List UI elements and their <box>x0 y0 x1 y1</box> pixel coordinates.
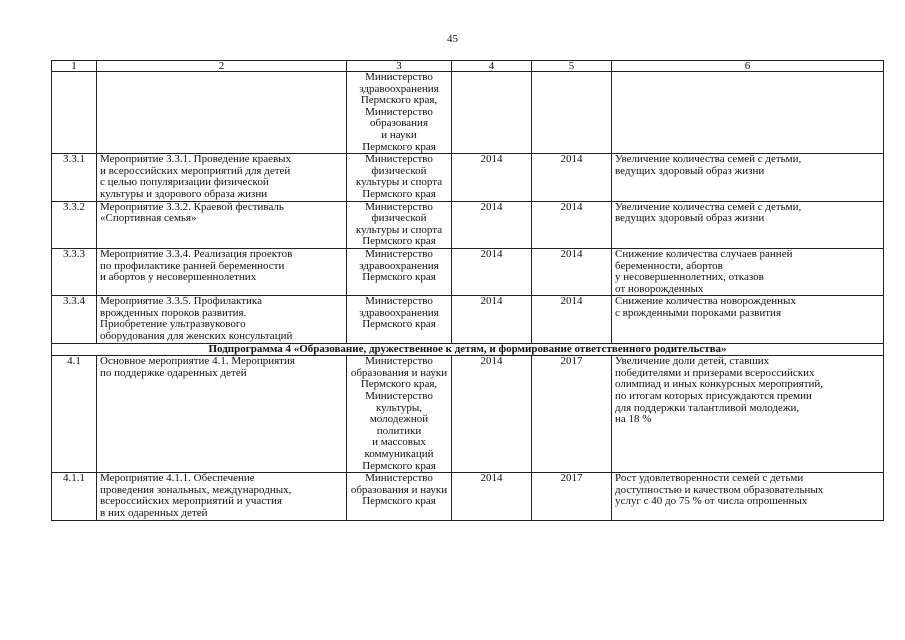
table-row <box>52 201 884 248</box>
header-cell-1: 1 <box>52 61 97 72</box>
subprogram-title: Подпрограмма 4 «Образование, дружественное к детям, и формирование ответственного родительства» <box>52 343 884 356</box>
executor <box>347 72 452 154</box>
executor <box>347 154 452 201</box>
executor-line: здравоохранения <box>359 259 439 272</box>
executor <box>347 356 452 473</box>
executor-line: и науки <box>381 128 417 141</box>
expected-result-line: по итогам которых присуждаются премии <box>615 390 812 403</box>
executor-line: коммуникаций <box>364 448 434 460</box>
table-row <box>52 154 884 201</box>
end-year <box>532 72 612 154</box>
activity-name-line: Мероприятие 4.1.1. Обеспечение <box>100 472 255 485</box>
executor <box>347 248 452 295</box>
start-year: 2014 <box>452 248 532 295</box>
executor <box>347 201 452 248</box>
activity-name-line: Приобретение ультразвукового <box>100 318 246 331</box>
executor-line: Пермского края <box>362 318 436 331</box>
executor-line: молодежной <box>369 413 429 426</box>
activity-name <box>97 296 347 343</box>
activity-name-line: по поддержке одаренных детей <box>100 366 247 379</box>
start-year: 2014 <box>452 296 532 343</box>
expected-result-line: от новорожденных <box>615 282 704 295</box>
activity-name-line: «Спортивная семья» <box>100 212 197 225</box>
row-number: 4.1.1 <box>52 473 97 520</box>
header-row <box>52 61 884 72</box>
page-number: 45 <box>447 33 458 45</box>
table-body-section-4 <box>52 356 884 520</box>
header-cell-5: 5 <box>532 61 612 72</box>
activity-name-line: и всероссийских мероприятий для детей <box>100 164 291 177</box>
executor-line: Министерство <box>365 200 433 213</box>
expected-result <box>612 356 884 473</box>
executor-line: Министерство <box>365 247 433 260</box>
activity-name <box>97 72 347 154</box>
activity-name-line: Мероприятие 3.3.2. Краевой фестиваль <box>100 200 284 213</box>
expected-result-line: Снижение количества новорожденных <box>615 295 796 308</box>
executor-line: культуры и спорта <box>355 223 443 236</box>
subprogram-row <box>52 343 884 356</box>
expected-result-line: Увеличение количества семей с детьми, <box>615 200 802 213</box>
expected-result-line: у несовершеннолетних, отказов <box>615 271 764 284</box>
activity-name-line: всероссийских мероприятий и участия <box>100 495 282 508</box>
executor-line: Министерство <box>365 355 433 368</box>
executor-line: Пермского края <box>362 187 436 200</box>
expected-result-line: услуг с 40 до 75 % от числа опрошенных <box>615 495 808 508</box>
executor-line: Министерство <box>365 390 433 403</box>
executor-line: Пермского края <box>362 459 436 472</box>
row-number: 4.1 <box>52 356 97 473</box>
executor <box>347 296 452 343</box>
start-year: 2014 <box>452 154 532 201</box>
executor-line: Министерство <box>365 472 433 485</box>
expected-result-line: для поддержки талантливой молодежи, <box>615 401 800 414</box>
executor <box>347 473 452 520</box>
activity-name <box>97 356 347 473</box>
activity-name-line: Мероприятие 3.3.5. Профилактика <box>100 295 262 308</box>
expected-result-line: олимпиад и иных конкурсных мероприятий, <box>615 378 824 391</box>
executor-line: физической <box>371 212 427 225</box>
expected-result-line: победителями и призерами всероссийских <box>615 366 815 379</box>
expected-result-line: с врожденными пороками развития <box>615 306 781 319</box>
executor-line: Министерство <box>365 295 433 308</box>
row-number <box>52 72 97 154</box>
end-year: 2014 <box>532 296 612 343</box>
start-year: 2014 <box>452 201 532 248</box>
header-cell-2: 2 <box>97 61 347 72</box>
expected-result <box>612 72 884 154</box>
activity-name-line: с целью популяризации физической <box>100 176 269 189</box>
expected-result <box>612 248 884 295</box>
row-number: 3.3.4 <box>52 296 97 343</box>
header-cell-4: 4 <box>452 61 532 72</box>
executor-line: здравоохранения <box>359 306 439 319</box>
start-year <box>452 72 532 154</box>
expected-result-line: беременности, абортов <box>615 259 723 272</box>
expected-result <box>612 201 884 248</box>
activity-name-line: оборудования для женских консультаций <box>100 330 293 343</box>
table-row <box>52 72 884 154</box>
activity-name-line: Мероприятие 3.3.4. Реализация проектов <box>100 247 293 260</box>
executor-line: Пермского края <box>362 140 436 153</box>
expected-result-line: ведущих здоровый образ жизни <box>615 212 765 225</box>
activity-name <box>97 473 347 520</box>
executor-line: образования и науки <box>350 366 448 379</box>
executor-line: политики <box>376 424 422 437</box>
activity-name-line: Мероприятие 3.3.1. Проведение краевых <box>100 153 292 166</box>
activity-name <box>97 201 347 248</box>
executor-line: Министерство <box>365 153 433 166</box>
activity-name <box>97 248 347 295</box>
executor-line: Пермского края <box>362 495 436 508</box>
activity-name-line: проведения зональных, международных, <box>100 483 292 496</box>
start-year: 2014 <box>452 473 532 520</box>
activity-name-line: и абортов у несовершеннолетних <box>100 271 257 284</box>
row-number: 3.3.2 <box>52 201 97 248</box>
expected-result <box>612 154 884 201</box>
executor-line: Пермского края <box>362 271 436 284</box>
end-year: 2017 <box>532 356 612 473</box>
executor-line: образования <box>369 117 429 130</box>
executor-line: Министерство <box>365 105 433 118</box>
table-row <box>52 356 884 473</box>
executor-line: Пермского края <box>362 235 436 248</box>
executor-line: образования и науки <box>350 483 448 496</box>
executor-line: культуры и спорта <box>355 176 443 189</box>
expected-result-line: Увеличение количества семей с детьми, <box>615 153 802 166</box>
executor-line: Министерство <box>365 71 433 83</box>
activity-name-line: врожденных пороков развития. <box>100 306 247 319</box>
activities-table <box>51 60 884 521</box>
expected-result-line: на 18 % <box>615 413 652 426</box>
executor-line: культуры, <box>375 401 423 414</box>
table-row <box>52 296 884 343</box>
executor-line: здравоохранения <box>359 82 439 95</box>
header-cell-6: 6 <box>612 61 884 72</box>
end-year: 2014 <box>532 154 612 201</box>
end-year: 2014 <box>532 201 612 248</box>
activity-name-line: культуры и здорового образа жизни <box>100 187 268 200</box>
executor-line: и массовых <box>372 436 426 449</box>
row-number: 3.3.3 <box>52 248 97 295</box>
expected-result-line: ведущих здоровый образ жизни <box>615 164 765 177</box>
row-number: 3.3.1 <box>52 154 97 201</box>
expected-result <box>612 296 884 343</box>
header-cell-3: 3 <box>347 61 452 72</box>
expected-result <box>612 473 884 520</box>
start-year: 2014 <box>452 356 532 473</box>
activity-name <box>97 154 347 201</box>
activity-name-line: по профилактике ранней беременности <box>100 259 285 272</box>
executor-line: физической <box>371 164 427 177</box>
end-year: 2014 <box>532 248 612 295</box>
expected-result-line: Увеличение доли детей, ставших <box>615 355 770 368</box>
expected-result-line: Рост удовлетворенности семей с детьми <box>615 472 804 485</box>
table-row <box>52 473 884 520</box>
end-year: 2017 <box>532 473 612 520</box>
activity-name-line: Основное мероприятие 4.1. Мероприятия <box>100 355 295 368</box>
table-body-section-3 <box>52 72 884 344</box>
table-row <box>52 248 884 295</box>
expected-result-line: доступностью и качеством образовательных <box>615 483 824 496</box>
expected-result-line: Снижение количества случаев ранней <box>615 247 793 260</box>
activity-name-line: в них одаренных детей <box>100 506 208 519</box>
executor-line: Пермского края, <box>360 94 438 107</box>
executor-line: Пермского края, <box>360 378 438 391</box>
